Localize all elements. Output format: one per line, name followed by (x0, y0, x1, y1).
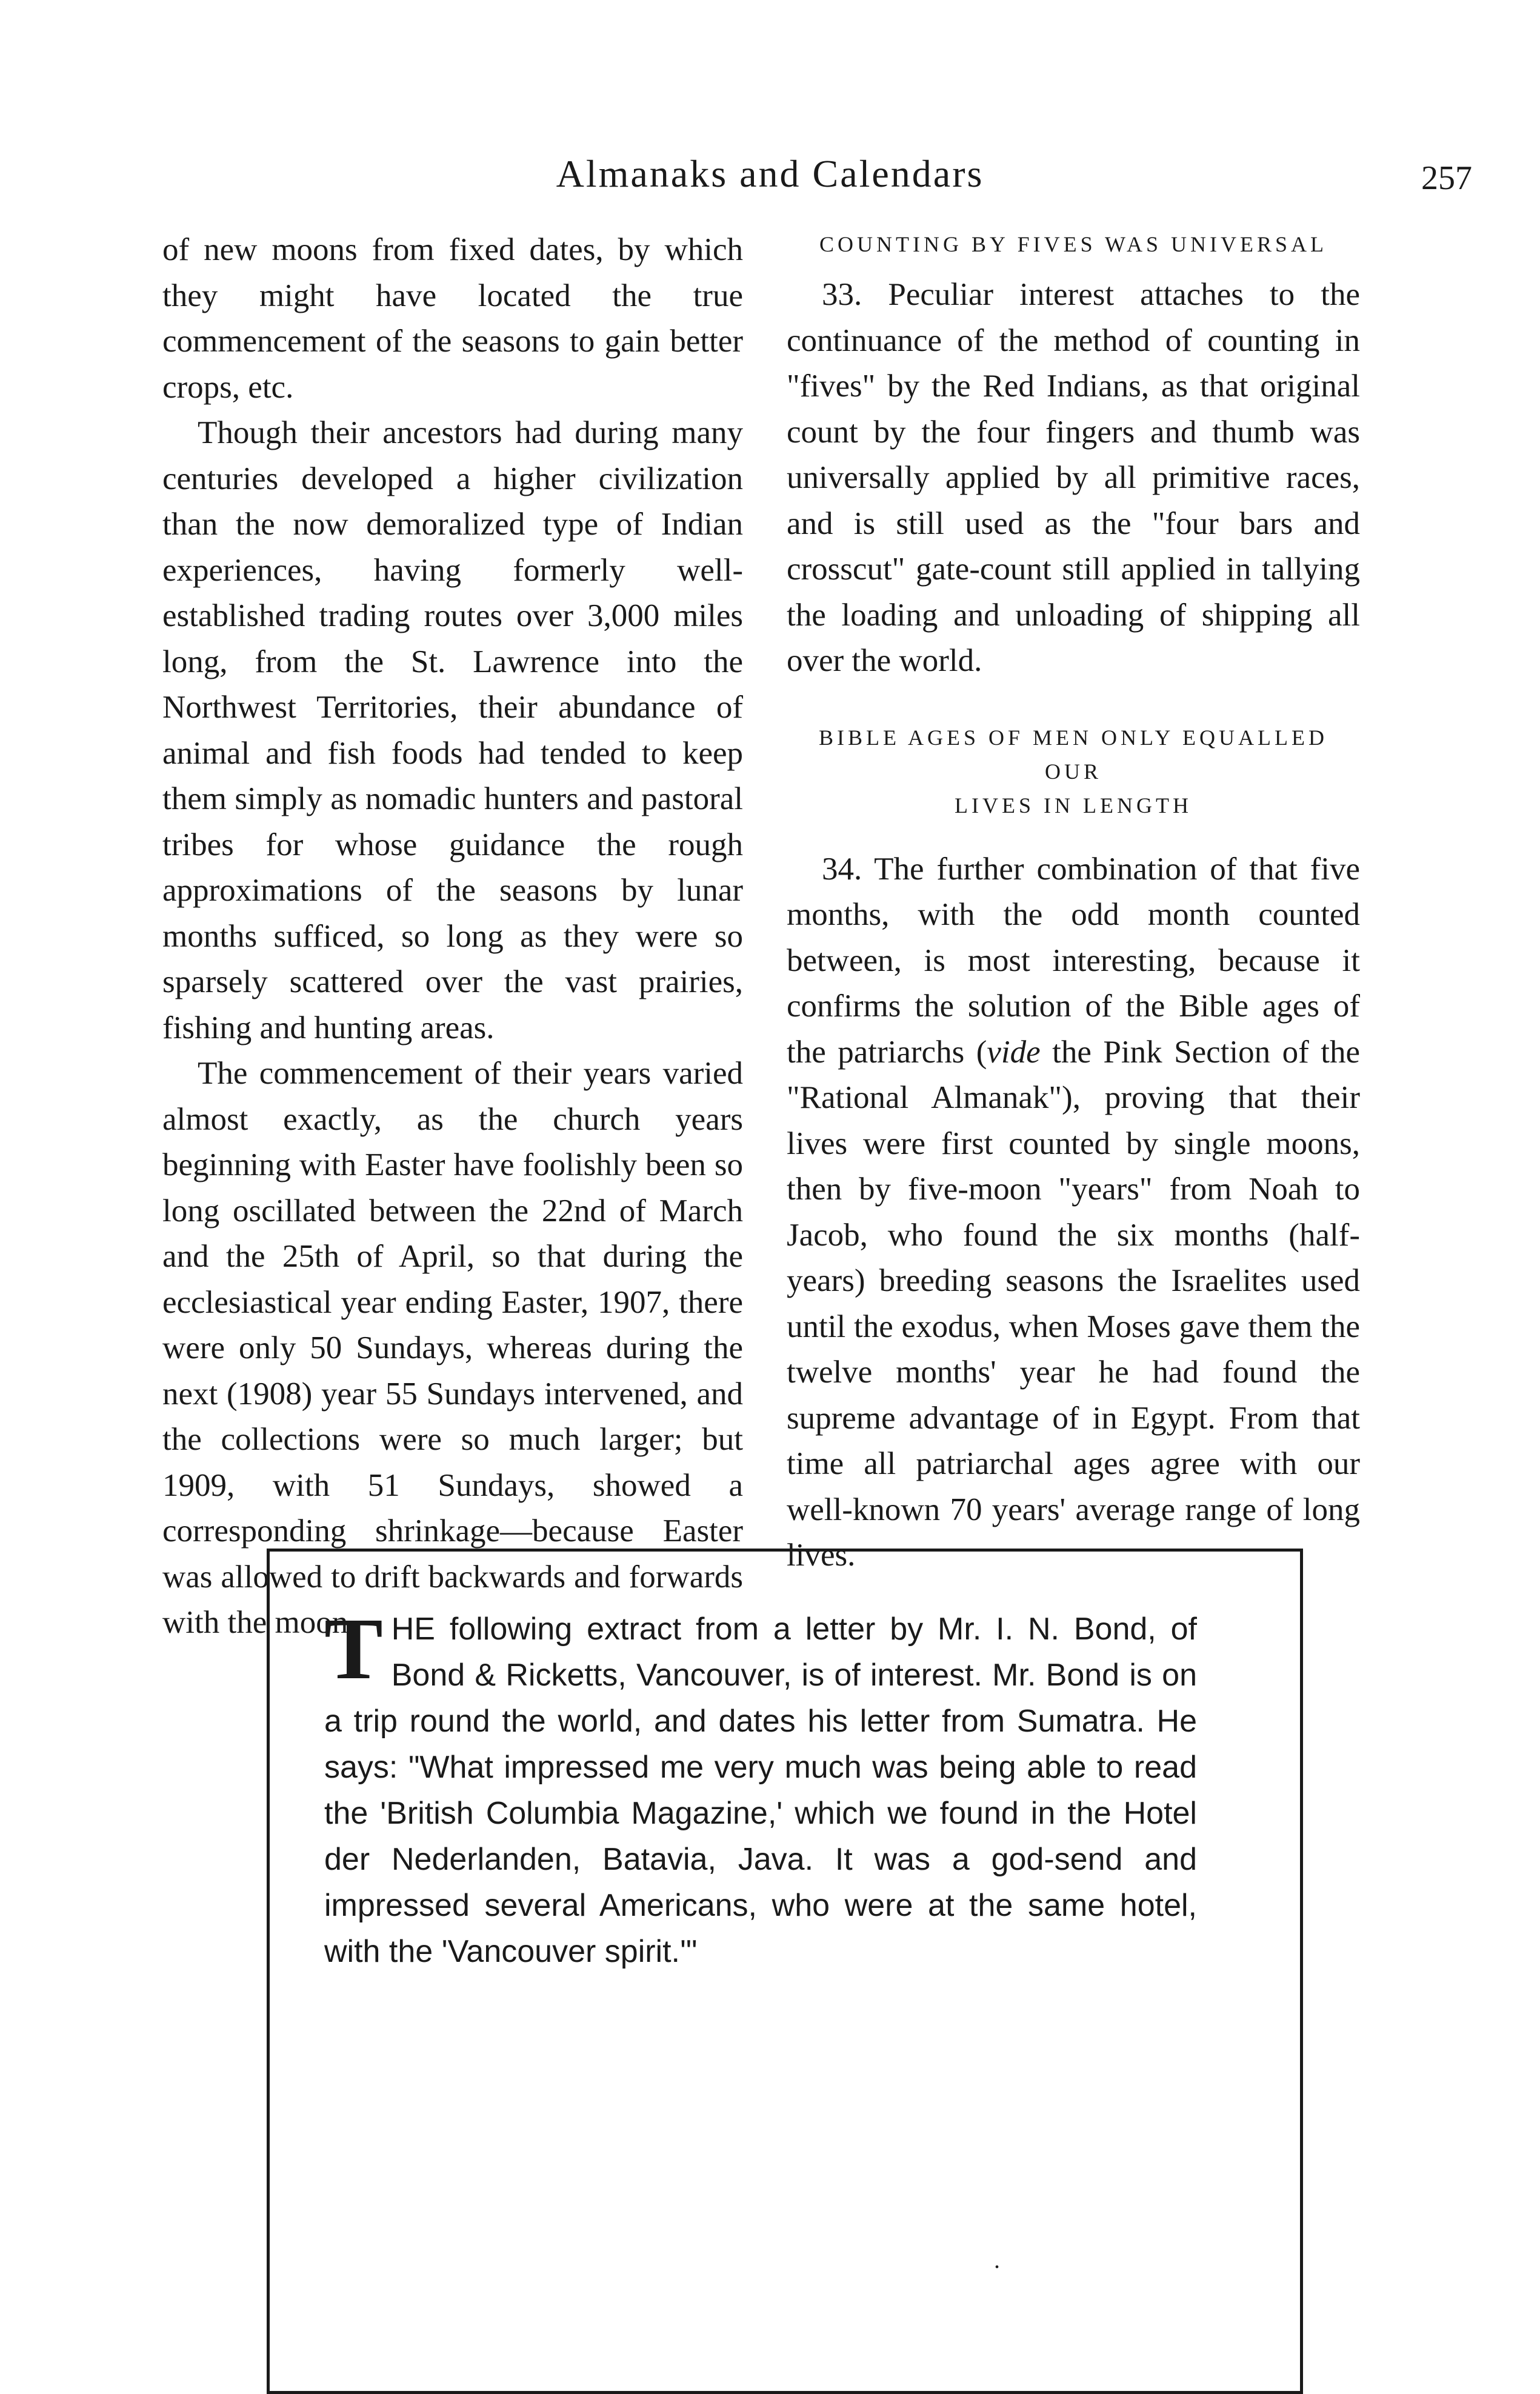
left-paragraph-1: of new moons from fixed dates, by which they might have located the true commencement of the seasons to gain better crops, etc. (162, 232, 743, 405)
left-paragraph-3: The commencement of their years varied almost exactly, as the church years beginning with Easter have foolishly been so long oscillated between the 22nd of March and the 25th of April, so that during the ecclesiastical year ending Easter, 1907, there were only 50 Sundays, whereas during the next (1908) year 55 Sundays intervened, and the collections were so much larger; but 1909, with 51 Sundays, showed a corresponding shrinkage—because Easter was allowed to drift backwards and forwards with the moon. (162, 1056, 743, 1640)
left-paragraph-2: Though their ancestors had during many centuries developed a higher civilization than the now demoralized type of Indian experiences, having formerly well-established trading routes over 3,000 miles long, from the St. Lawrence into the Northwest Territories, their abundance of animal and fish foods had tended to keep them simply as nomadic hunters and pastoral tribes for whose guidance the rough approximations of the seasons by lunar months sufficed, so long as they were so sparsely scattered over the vast prairies, fishing and hunting areas. (162, 415, 743, 1045)
right-column (787, 227, 1360, 1579)
paragraph-34 (787, 847, 1360, 1579)
paragraph-34-part-a: 34. The further combination of that five months, with the odd month counted between, is most interesting, because it confirms the solution of the Bible ages of the patriarchs ( (787, 851, 1360, 1070)
section-heading-bible-ages-line2: LIVES IN LENGTH (955, 793, 1192, 818)
paragraph-33: 33. Peculiar interest attaches to the continuance of the method of counting in "fives" by the Red Indians, as that original count by the four fingers and thumb was universally applied by all primitive races, and is still used as the "four bars and crosscut" gate-count still applied in tallying the loading and unloading of shipping all over the world. (787, 277, 1360, 678)
ornamental-initial: T (324, 1601, 383, 1698)
section-heading-bible-ages-line1: BIBLE AGES OF MEN ONLY EQUALLED OUR (818, 725, 1328, 784)
end-mark: . (994, 2246, 1000, 2273)
section-heading-bible-ages (787, 721, 1360, 822)
left-column (162, 227, 743, 1646)
paragraph-34-vide: vide (987, 1034, 1041, 1070)
notice-text (324, 1601, 1197, 1975)
running-head: Almanaks and Calendars (556, 152, 984, 195)
page-number: 257 (1421, 159, 1472, 197)
notice-body: HE following extract from a letter by Mr. I. N. Bond, of Bond & Ricketts, Vancouver, is of interest. Mr. Bond is on a trip round the world, and dates his letter from Sumatra. He says: "What impressed me very much was being able to read the 'British Columbia Magazine,' which we found in the Hotel der Nederlanden, Batavia, Java. It was a god-send and impressed several Americans, who were at the same hotel, with the 'Vancouver spirit.'" (324, 1612, 1197, 1969)
section-heading-counting: COUNTING BY FIVES WAS UNIVERSAL (819, 232, 1328, 256)
paragraph-34-part-b: the Pink Section of the "Rational Almanak"), proving that their lives were first counted by single moons, then by five-moon "years" from Noah to Jacob, who found the six months (half-years) breeding seasons the Israelites used until the exodus, when Moses gave them the twelve months' year he had found the supreme advantage of in Egypt. From that time all patriarchal ages agree with our well-known 70 years' average range of long lives. (787, 1034, 1360, 1573)
